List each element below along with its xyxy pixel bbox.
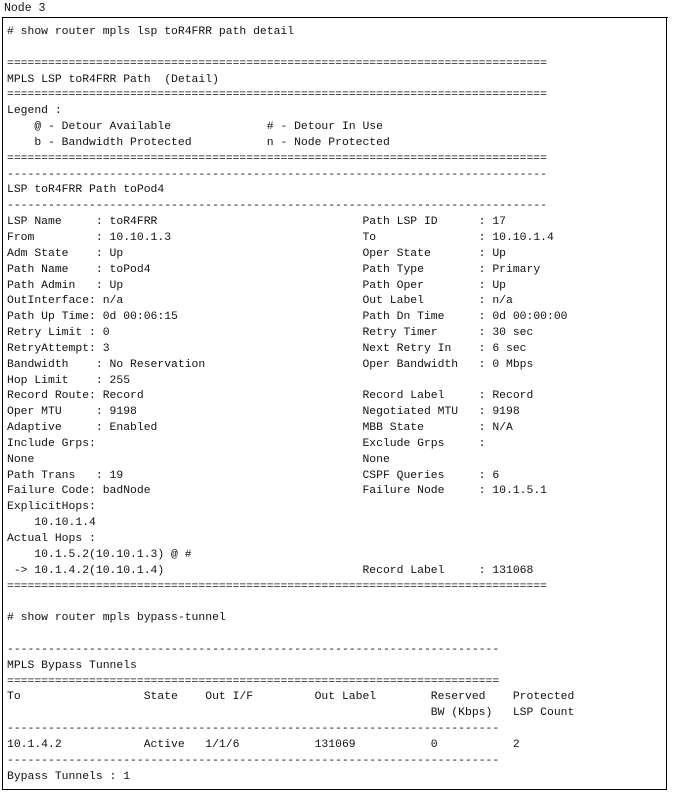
terminal-line: b - Bandwidth Protected n - Node Protected [7,136,390,149]
terminal-line: 10.10.1.4 [7,517,96,530]
terminal-line: =============================================================================== [7,89,548,102]
terminal-line: Bypass Tunnels : 1 [7,770,131,783]
terminal-line: None None [7,453,390,466]
terminal-line: ------------------------------------------------------------------------------- [7,200,548,213]
terminal-line: Bandwidth : No Reservation Oper Bandwidth : 0 Mbps [7,358,534,371]
terminal-line: Failure Code: badNode Failure Node : 10.1.5.1 [7,485,548,498]
terminal-line: Include Grps: Exclude Grps : [7,437,486,450]
terminal-line: =============================================================================== [7,152,548,165]
terminal-line [7,41,574,57]
terminal-line: Legend : [7,105,62,118]
terminal-line: Path Admin : Up Path Oper : Up [7,279,506,292]
terminal-line: Adm State : Up Oper State : Up [7,247,506,260]
terminal-line: 10.1.4.2 Active 1/1/6 131069 0 2 [7,738,520,751]
terminal-line: LSP toR4FRR Path toPod4 [7,184,165,197]
terminal-line: RetryAttempt: 3 Next Retry In : 6 sec [7,342,527,355]
terminal-line: # show router mpls bypass-tunnel [7,612,226,625]
terminal-line: From : 10.10.1.3 To : 10.10.1.4 [7,231,554,244]
terminal-line: 10.1.5.2(10.10.1.3) @ # [7,548,192,561]
terminal-line: ------------------------------------------------------------------------ [7,643,500,656]
terminal-line: LSP Name : toR4FRR Path LSP ID : 17 [7,216,506,229]
terminal-line: Record Route: Record Record Label : Record [7,390,534,403]
terminal-line: ExplicitHops: [7,501,96,514]
terminal-line: Hop Limit : 255 [7,374,131,387]
terminal-line: ======================================================================== [7,675,500,688]
terminal-line: =============================================================================== [7,580,548,593]
terminal-line: Actual Hops : [7,533,96,545]
node-label: Node 3 [4,2,46,15]
terminal-line: Path Name : toPod4 Path Type : Primary [7,263,541,276]
terminal-line [7,627,574,643]
terminal-line: Path Up Time: 0d 00:06:15 Path Dn Time : 0d 00:00:00 [7,311,568,324]
terminal-output [7,25,574,786]
terminal-line: @ - Detour Available # - Detour In Use [7,121,383,134]
terminal-line: Adaptive : Enabled MBB State : N/A [7,422,513,435]
terminal-line: MPLS Bypass Tunnels [7,659,137,672]
terminal-line: ------------------------------------------------------------------------------- [7,168,548,181]
terminal-line: Oper MTU : 9198 Negotiated MTU : 9198 [7,406,520,419]
terminal-line: BW (Kbps) LSP Count [7,707,575,720]
terminal-line: =============================================================================== [7,57,548,70]
terminal-line: Retry Limit : 0 Retry Timer : 30 sec [7,327,534,340]
terminal-line [7,595,574,611]
terminal-line: -> 10.1.4.2(10.10.1.4) Record Label : 131068 [7,564,534,577]
terminal-line: # show router mpls lsp toR4FRR path detail [7,26,295,38]
terminal-line: OutInterface: n/a Out Label : n/a [7,295,513,308]
terminal-line: MPLS LSP toR4FRR Path (Detail) [7,73,219,86]
terminal-line: ------------------------------------------------------------------------ [7,754,500,767]
terminal-line: ------------------------------------------------------------------------ [7,723,500,736]
terminal-line: To State Out I/F Out Label Reserved Protected [7,691,575,704]
terminal-line: Path Trans : 19 CSPF Queries : 6 [7,469,500,482]
